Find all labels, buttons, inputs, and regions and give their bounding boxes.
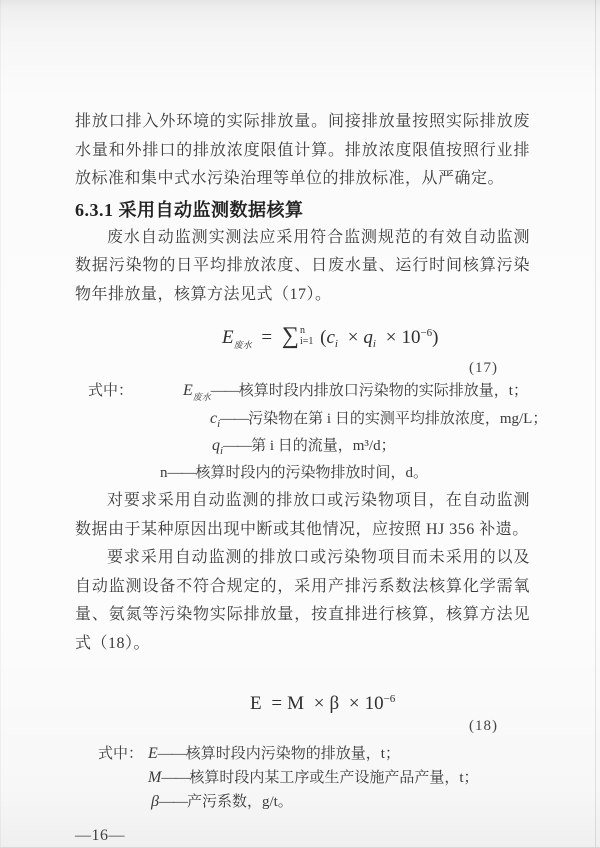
- def-desc-E: 核算时段内污染物的排放量，t；: [185, 746, 400, 762]
- equation-number-17: (17): [469, 360, 498, 376]
- paragraph-continuation: 排放口排入外环境的实际排放量。间接排放量按照实际排放废水量和外排口的排放浓度限值计算。排放浓度限值按照行业排放标准和集中式水污染治理等单位的排放标准，从严确定。: [75, 113, 530, 187]
- formula-17-exponent: −6: [420, 327, 433, 339]
- scan-edge-right: [595, 0, 596, 847]
- formula-17-var-E-subscript: 废水: [233, 340, 252, 350]
- formula-17-var-q-subscript: i: [372, 338, 376, 350]
- definition-row-M: [75, 766, 530, 790]
- def-dash: ——: [223, 438, 252, 454]
- formula-17-rparen: ): [432, 327, 439, 348]
- formula-18-times-2: ×: [348, 693, 360, 714]
- def-desc-n: 核算时段内的污染物排放时间，d。: [195, 465, 429, 481]
- def-desc-c: 污染物在第 i 日的实测平均排放浓度，mg/L；: [248, 411, 548, 427]
- paragraph-coefficient-method: 要求采用自动监测的排放口或污染物项目而未采用的以及自动监测设备不符合规定的，采用产排污系数法核算化学需氧量、氨氮等污染物实际排放量，按直排进行核算，核算方法见式（18）。: [75, 549, 530, 652]
- def-dash: ——: [210, 383, 239, 399]
- formula-18-exponent: −6: [383, 693, 396, 705]
- formula-17-block: [75, 317, 530, 376]
- def-desc-beta: 产污系数，g/t。: [186, 794, 293, 810]
- def-symbol-M: M: [148, 769, 162, 786]
- def-dash: ——: [157, 746, 186, 762]
- definition-row-ci: [75, 408, 548, 435]
- formula-17-var-q: q: [363, 327, 373, 348]
- def-symbol-E: E: [148, 745, 158, 762]
- def-desc-M: 核算时段内某工序或生产设施产品产量，t；: [189, 770, 479, 786]
- definition-row-qi: [75, 435, 530, 462]
- section-heading-6-3-1: 6.3.1 采用自动监测数据核算: [75, 199, 304, 220]
- def-symbol-beta: β: [151, 793, 159, 810]
- def-symbol-q-subscript: i: [220, 445, 224, 457]
- def-symbol-c: c: [210, 410, 218, 427]
- equation-number-18: (18): [469, 718, 498, 734]
- formula-18-var-E: E: [250, 693, 262, 714]
- formula-18-var-beta: β: [329, 693, 340, 714]
- formula-17-lparen: (: [320, 327, 327, 348]
- sigma-symbol: ∑: [281, 323, 299, 349]
- def-desc-q: 第 i 日的流量，m³/d；: [251, 438, 396, 454]
- formula-17: [75, 317, 530, 361]
- where-block-formula-17: [75, 380, 548, 484]
- formula-18-var-M: M: [287, 693, 304, 714]
- where-label: 式中：: [88, 383, 134, 399]
- formula-18-block: [75, 684, 530, 734]
- def-symbol-E: E: [183, 382, 193, 399]
- def-dash: ——: [167, 465, 196, 481]
- formula-18: [75, 684, 530, 719]
- definition-row-beta: [75, 790, 530, 814]
- def-symbol-n: n: [160, 465, 168, 481]
- def-symbol-E-subscript: 废水: [192, 392, 211, 402]
- formula-17-base10: 10: [401, 327, 421, 348]
- formula-18-equals: =: [271, 693, 283, 714]
- formula-17-times-2: ×: [385, 327, 397, 348]
- definition-row-n: [75, 462, 530, 484]
- formula-17-equals: =: [261, 327, 273, 348]
- def-desc-E: 核算时段内排放口污染物的实际排放量，t；: [238, 383, 528, 399]
- def-symbol-q: q: [212, 437, 220, 454]
- def-symbol-c-subscript: i: [217, 418, 221, 430]
- page-number: —16—: [75, 827, 125, 844]
- definition-row-E-wastewater: [75, 380, 530, 408]
- summation-lower-limit: i=1: [299, 336, 314, 347]
- paragraph-data-interruption: 对要求采用自动监测的排放口或污染物项目，在自动监测数据由于某种原因出现中断或其他情况，应按照 HJ 356 补遗。: [75, 492, 530, 538]
- summation-upper-limit: n: [299, 325, 305, 336]
- formula-18-base10: 10: [364, 693, 384, 714]
- formula-17-var-c-subscript: i: [334, 338, 338, 350]
- formula-18-times-1: ×: [313, 693, 325, 714]
- formula-17-var-c: c: [326, 327, 335, 348]
- paragraph-auto-monitoring-method: 废水自动监测实测法应采用符合监测规范的有效自动监测数据污染物的日平均排放浓度、日废水量、运行时间核算污染物年排放量，核算方法见式（17）。: [75, 228, 530, 303]
- def-dash: ——: [161, 770, 190, 786]
- summation-limits: [300, 325, 313, 347]
- formula-17-var-E: E: [222, 327, 234, 348]
- formula-17-times-1: ×: [347, 327, 359, 348]
- where-block-formula-18: [75, 742, 530, 814]
- formula-17-summation: [282, 324, 314, 348]
- def-dash: ——: [220, 411, 249, 427]
- where-label: 式中：: [98, 746, 144, 762]
- def-dash: ——: [158, 794, 187, 810]
- definition-row-E: [75, 742, 530, 766]
- scan-edge-left: [0, 0, 1, 847]
